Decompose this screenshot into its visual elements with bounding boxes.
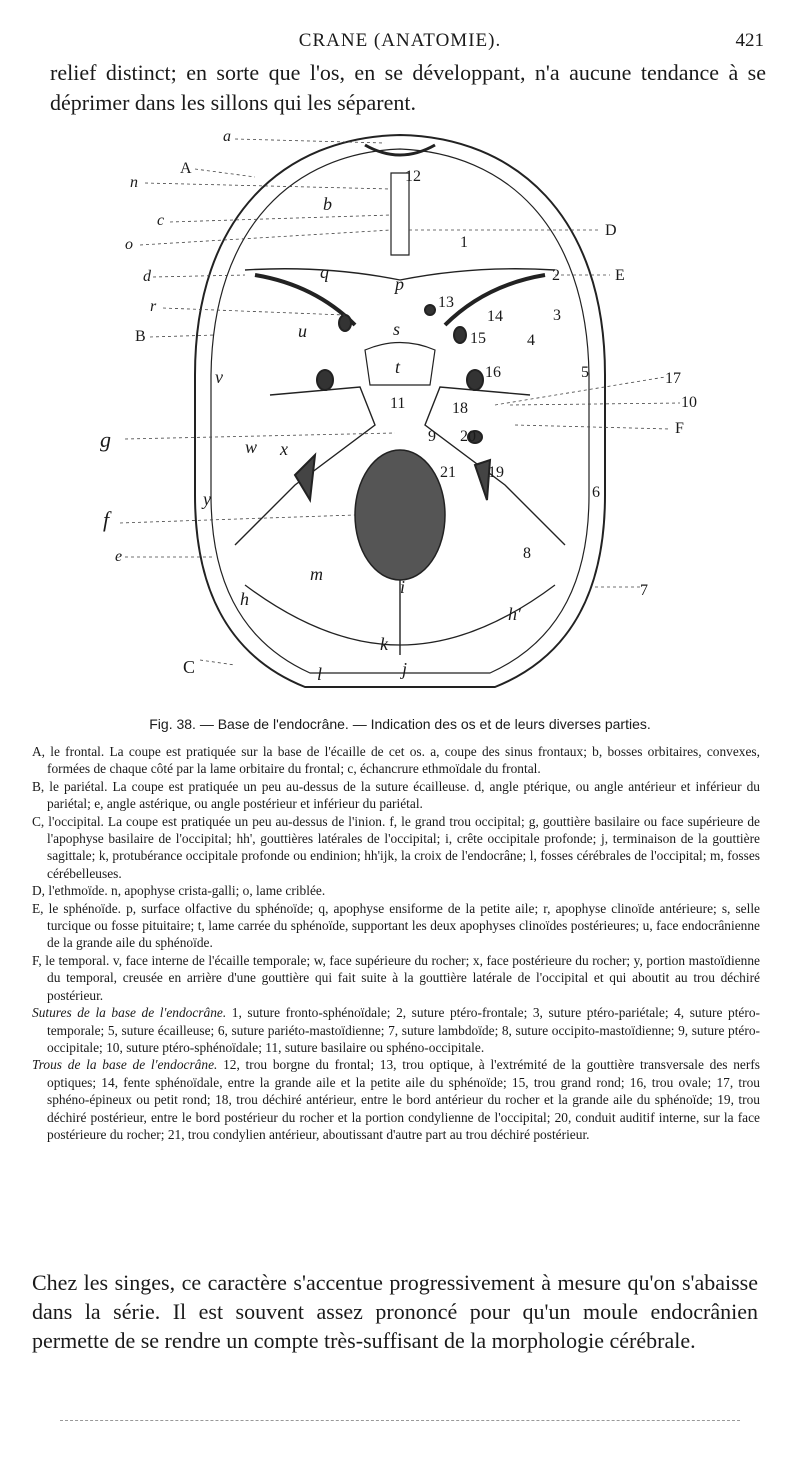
label-14: 14 (487, 308, 503, 325)
label-d: d (143, 268, 151, 285)
label-b: b (323, 194, 332, 214)
page-number: 421 (735, 30, 764, 51)
label-g: g (100, 427, 111, 452)
crista-galli (391, 173, 409, 255)
trous-heading: Trous de la base de l'endocrâne. (32, 1057, 218, 1073)
footer-rule (60, 1420, 740, 1421)
label-10: 10 (681, 394, 697, 411)
label-a: a (223, 128, 231, 145)
label-c: c (157, 212, 165, 229)
label-A: A (180, 160, 192, 177)
label-i: i (400, 577, 406, 597)
label-C: C (183, 657, 196, 677)
label-16: 16 (485, 364, 501, 381)
label-15: 15 (470, 330, 486, 347)
legend-sutures (30, 1004, 760, 1056)
label-l: l (317, 664, 323, 684)
label-20: 20 (460, 428, 476, 445)
frontal-sinus (365, 145, 435, 155)
legend-entry-frontal: A, le frontal. La coupe est pratiquée sur la base de l'écaille de cet os. a, coupe des sinus frontaux; b, bosses orbitaires, convexes, formées de chaque côté par la lame orbitaire du frontal; c, échancrure ethmoïdale du frontal. (32, 744, 760, 777)
label-D: D (605, 222, 617, 239)
foramen-rotundum-right (454, 327, 466, 343)
foramen-ovale-right (467, 370, 483, 390)
label-21: 21 (440, 464, 456, 481)
label-B: B (135, 328, 146, 345)
foramen-rotundum-left (339, 315, 351, 331)
legend-entry-parietal: B, le pariétal. La coupe est pratiquée un peu au-dessus de la suture écailleuse. d, angle ptérique, ou angle antérieur et inférieur du pariétal; e, angle astérique, ou angle postérieur et inférieur du pariétal. (32, 778, 760, 812)
label-3: 3 (553, 307, 561, 324)
figure-legend (30, 743, 760, 1143)
label-q: q (320, 262, 329, 282)
label-8: 8 (523, 545, 531, 562)
foramen-ovale-left (317, 370, 333, 390)
skull-base-illustration (95, 125, 715, 715)
label-5: 5 (581, 364, 589, 381)
label-e: e (115, 548, 123, 565)
label-11: 11 (390, 395, 406, 412)
legend-entry-sphenoid: E, le sphénoïde. p, surface olfactive du sphénoïde; q, apophyse ensiforme de la petite aile; r, apophyse clinoïde antérieure; s, selle turcique ou fosse pituitaire; t, lame carrée du sphénoïde, supportant les deux apophyses clinoïdes postérieures; u, face endocrânienne de la grande aile du sphénoïde. (32, 900, 760, 951)
foramen-magnum (355, 450, 445, 580)
page-header (0, 30, 800, 56)
label-17: 17 (665, 370, 681, 387)
label-f: f (103, 507, 110, 532)
label-18: 18 (452, 400, 468, 417)
label-19: 19 (488, 464, 504, 481)
label-u: u (298, 321, 307, 341)
label-E: E (615, 267, 625, 284)
label-x: x (280, 439, 288, 459)
label-6: 6 (592, 484, 600, 501)
label-p: p (395, 274, 404, 294)
label-r: r (150, 298, 157, 315)
legend-entry-ethmoid: D, l'ethmoïde. n, apophyse crista-galli; o, lame criblée. (32, 883, 326, 899)
trous-text: 12, trou borgne du frontal; 13, trou optique, à l'extrémité de la gouttière transversale des nerfs optiques; 14, fente sphénoïdale, entre la grande aile et la petite aile du sphénoïde; 15, trou grand rond; 16, trou ovale; 17, trou sphéno-épineux ou petit rond; 18, trou déchiré antérieur, entre le bord antérieur du rocher et la grande aile du sphénoïde; 19, trou déchiré postérieur, entre le bord postérieur du rocher et la portion condylienne de l'occipital; 20, conduit auditif interne, sur la face postérieure du rocher; 21, trou condylien antérieur, aboutissant d'autre part au trou déchiré postérieur. (47, 1057, 760, 1142)
label-k: k (380, 634, 388, 654)
label-hp: h' (508, 604, 521, 624)
jugular-foramen-left (295, 455, 315, 500)
legend-entry-temporal: F, le temporal. v, face interne de l'écaille temporale; w, face supérieure du rocher; x, face postérieure du rocher; y, portion mastoïdienne du temporal, creusée en arrière d'une gouttière qui fait suite à la gouttière latérale de l'occipital et qui aboutit au trou déchiré postérieur. (32, 952, 760, 1003)
sutures-text: 1, suture fronto-sphénoïdale; 2, suture ptéro-frontale; 3, suture ptéro-pariétale; 4, suture ptéro-temporale; 5, suture écailleuse; 6, suture pariéto-mastoïdienne; 7, suture lambdoïde; 8, suture occipito-mastoïdienne; 9, suture ptéro-occipitale; 10, suture ptéro-sphénoïdale; 11, suture basilaire ou sphéno-occipitale. (47, 1005, 760, 1055)
label-F: F (675, 420, 684, 437)
running-title: CRANE (ANATOMIE). (298, 30, 502, 51)
label-13: 13 (438, 294, 454, 311)
label-o: o (125, 236, 133, 253)
label-2: 2 (552, 267, 560, 284)
label-j: j (402, 659, 408, 679)
label-s: s (393, 319, 401, 339)
label-w: w (245, 437, 258, 457)
label-m: m (310, 564, 323, 584)
intro-paragraph: relief distinct; en sorte que l'os, en se développant, n'a aucune tendance à se déprimer dans les sillons qui les séparent. (50, 60, 766, 115)
label-n: n (130, 174, 138, 191)
label-h: h (240, 589, 249, 609)
label-7: 7 (640, 582, 648, 599)
label-t: t (395, 357, 401, 377)
optic-foramen-right (425, 305, 435, 315)
sutures-heading: Sutures de la base de l'endocrâne. (32, 1005, 227, 1021)
closing-paragraph: Chez les singes, ce caractère s'accentue progressivement à mesure qu'on s'abaisse dans la série. Il est souvent assez prononcé pour qu'un moule endocrânien permette de se rendre un compte très-suffisant de la morphologie cérébrale. (32, 1270, 758, 1353)
label-12: 12 (405, 168, 421, 185)
label-9: 9 (428, 428, 436, 445)
legend-trous (30, 1056, 760, 1143)
label-v: v (215, 367, 223, 387)
figure-caption: Fig. 38. — Base de l'endocrâne. — Indication des os et de leurs diverses parties. (149, 716, 651, 732)
skull-base-figure (95, 125, 715, 715)
label-y: y (203, 489, 211, 509)
label-4: 4 (527, 332, 535, 349)
legend-entry-occipital: C, l'occipital. La coupe est pratiquée un peu au-dessus de l'inion. f, le grand trou occipital; g, gouttière basilaire ou face supérieure de l'apophyse basilaire de l'occipital; hh', gouttières latérales de l'occipital; i, crête occipitale profonde; j, terminaison de la gouttière sagittale; k, protubérance occipitale profonde ou endinion; hh'ijk, la croix de l'endocrâne; l, fosses cérébrales de l'occipital; m, fosses cérébelleuses. (32, 813, 760, 881)
label-1: 1 (460, 234, 468, 251)
